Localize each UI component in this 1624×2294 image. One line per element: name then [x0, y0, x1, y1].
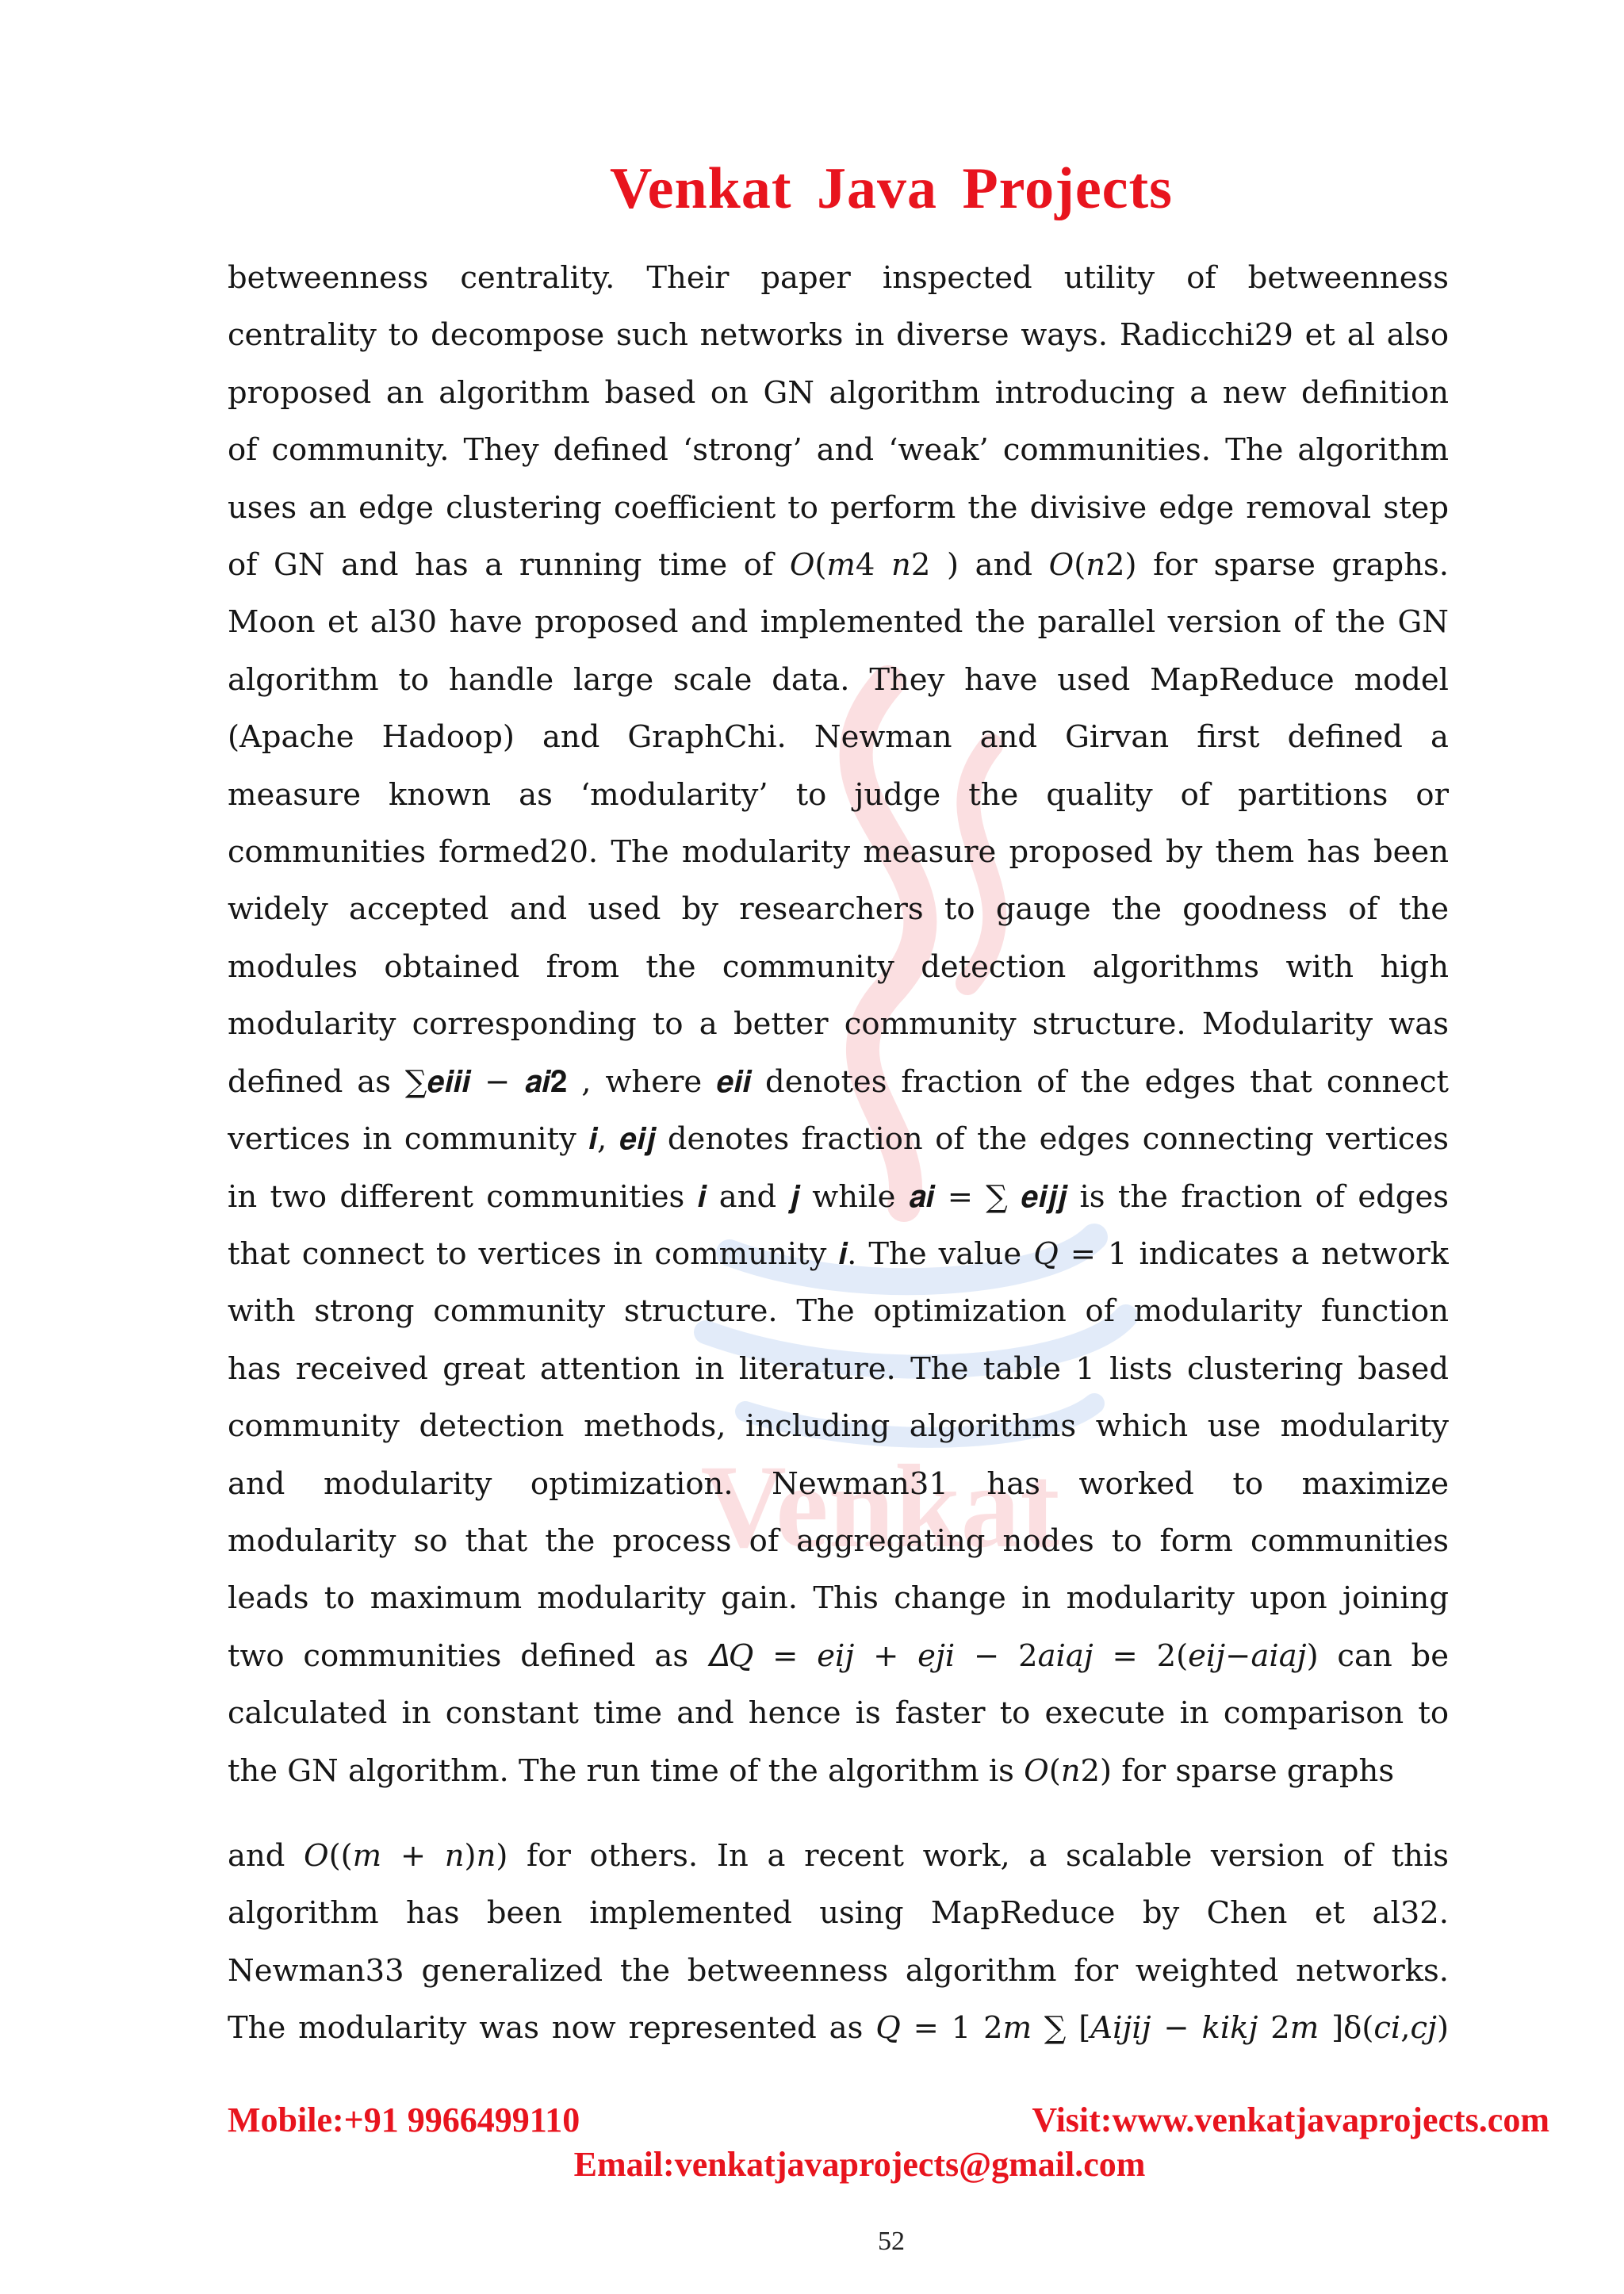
text-line: of GN and has a running time of 𝑂(𝑚4 𝑛2 ) and 𝑂(𝑛2) for sparse graphs. — [228, 547, 1449, 584]
paragraph-1 — [228, 250, 1449, 1800]
text-line: centrality to decompose such networks in diverse ways. Radicchi29 et al also — [228, 317, 1449, 354]
text-line: has received great attention in literature. The table 1 lists clustering based — [228, 1350, 1449, 1387]
text-line: in two different communities 𝒊 and 𝒋 while 𝒂𝒊 = ∑ 𝒆𝒊𝒋𝒋 is the fraction of edges — [228, 1178, 1449, 1215]
paragraph-2 — [228, 1828, 1449, 2058]
text-line: leads to maximum modularity gain. This change in modularity upon joining — [228, 1580, 1449, 1617]
text-line: Newman33 generalized the betweenness algorithm for weighted networks. — [228, 1952, 1449, 1989]
text-line: the GN algorithm. The run time of the algorithm is 𝑂(𝑛2) for sparse graphs — [228, 1752, 1395, 1789]
footer-email[interactable]: Email:venkatjavaprojects@gmail.com — [573, 2145, 1146, 2184]
text-line: and 𝑂((𝑚 + 𝑛)𝑛) for others. In a recent work, a scalable version of this — [228, 1838, 1449, 1874]
text-line: that connect to vertices in community 𝒊. The value 𝑄 = 1 indicates a network — [228, 1235, 1449, 1272]
page-title: Venkat Java Projects — [610, 156, 1173, 221]
text-line: algorithm to handle large scale data. They have used MapReduce model — [228, 661, 1449, 698]
text-line: with strong community structure. The optimization of modularity function — [228, 1293, 1449, 1330]
text-line: and modularity optimization. Newman31 has worked to maximize — [228, 1465, 1449, 1502]
text-line: modularity corresponding to a better community structure. Modularity was — [228, 1006, 1449, 1043]
text-line: uses an edge clustering coefficient to perform the divisive edge removal step — [228, 489, 1449, 526]
footer-website[interactable]: Visit:www.venkatjavaprojects.com — [1032, 2101, 1549, 2139]
text-line: proposed an algorithm based on GN algorithm introducing a new definition — [228, 374, 1449, 411]
text-line: communities formed20. The modularity measure proposed by them has been — [228, 834, 1449, 871]
svg-text:Venkat: Venkat — [700, 1441, 1060, 1572]
text-line: calculated in constant time and hence is faster to execute in comparison to — [228, 1695, 1449, 1732]
text-line: modules obtained from the community detection algorithms with high — [228, 948, 1449, 985]
page-number: 52 — [878, 2227, 905, 2256]
text-line: defined as ∑𝒆𝒊𝒊𝒊 − 𝒂𝒊𝟐 , where 𝒆𝒊𝒊 denotes fraction of the edges that connect — [228, 1063, 1449, 1100]
text-line: vertices in community 𝒊, 𝒆𝒊𝒋 denotes fraction of the edges connecting vertices — [228, 1121, 1449, 1158]
text-line: community detection methods, including algorithms which use modularity — [228, 1408, 1449, 1445]
text-line: The modularity was now represented as 𝑄 = 1 2𝑚 ∑ [𝐴𝑖𝑗𝑖𝑗 − 𝑘𝑖𝑘𝑗 2𝑚 ]δ(𝑐𝑖,𝑐𝑗) — [228, 2010, 1449, 2047]
footer-mobile: Mobile:+91 9966499110 — [228, 2101, 580, 2139]
text-line: Moon et al30 have proposed and implemented the parallel version of the GN — [228, 604, 1449, 641]
text-line: betweenness centrality. Their paper inspected utility of betweenness — [228, 260, 1449, 296]
text-line: measure known as ‘modularity’ to judge the quality of partitions or — [228, 776, 1449, 813]
text-line: algorithm has been implemented using MapReduce by Chen et al32. — [228, 1895, 1449, 1932]
text-line: two communities defined as 𝛥𝑄 = 𝑒𝑖𝑗 + 𝑒𝑗𝑖 − 2𝑎𝑖𝑎𝑗 = 2(𝑒𝑖𝑗−𝑎𝑖𝑎𝑗) can be — [228, 1637, 1449, 1674]
text-line: (Apache Hadoop) and GraphChi. Newman and Girvan first defined a — [228, 719, 1449, 756]
text-line: modularity so that the process of aggregating nodes to form communities — [228, 1522, 1449, 1559]
text-line: of community. They defined ‘strong’ and ‘weak’ communities. The algorithm — [228, 432, 1449, 469]
text-line: widely accepted and used by researchers to gauge the goodness of the — [228, 891, 1449, 928]
